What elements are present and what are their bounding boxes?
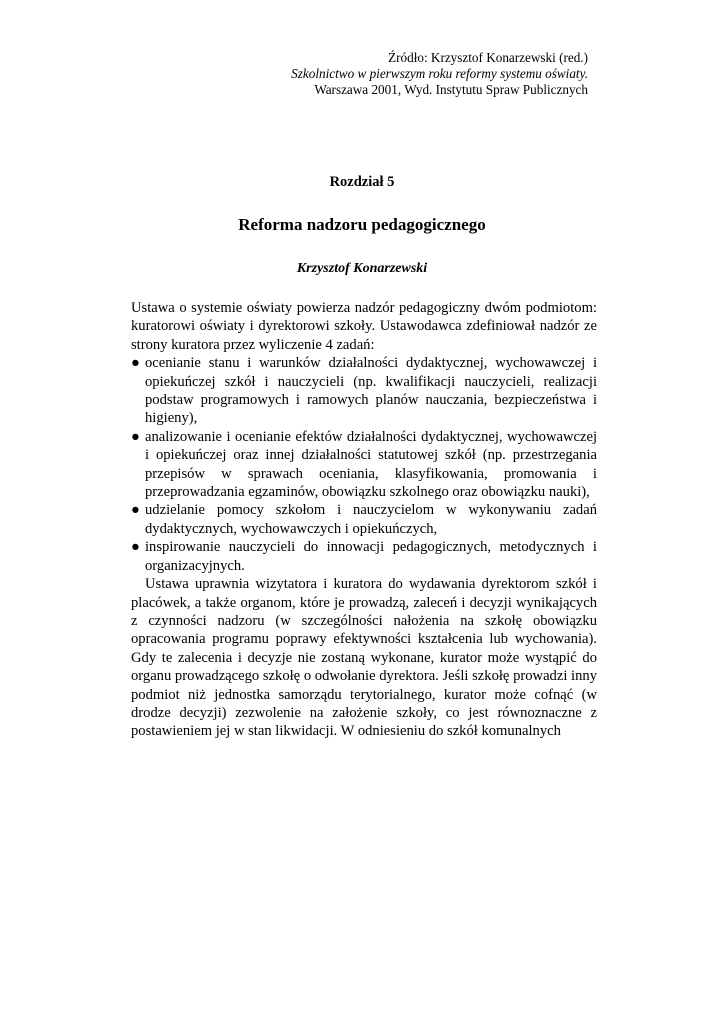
page-title: Reforma nadzoru pedagogicznego bbox=[238, 215, 486, 234]
intro-paragraph: Ustawa o systemie oświaty powierza nadzór pedagogiczny dwóm podmiotom: kuratorowi oświaty i dyrektorowi szkoły. Ustawodawca zdefiniował nadzór ze strony kuratora przez wyliczenie 4 zadań: bbox=[131, 300, 597, 353]
body-paragraph: Ustawa uprawnia wizytatora i kuratora do wydawania dyrektorom szkół i placówek, a także organom, które je prowadzą, zaleceń i decyzji wynikających z czynności nadzoru (w szczególności nałożenia na szkołę obowiązku opracowania programu poprawy efektywności kształcenia lub wychowania). Gdy te zalecenia i decyzje nie zostaną wykonane, kurator może wystąpić do organu prowadzącego szkołę o odwołanie dyrektora. Jeśli szkołę prowadzi inny podmiot niż jednostka samorządu terytorialnego, kurator może cofnąć (w drodze decyzji) zezwolenie na założenie szkoły, co jest równoznaczne z postawieniem jej w stan likwidacji. W odniesieniu do szkół komunalnych bbox=[131, 576, 597, 740]
body-text bbox=[131, 299, 597, 741]
list-item bbox=[131, 354, 597, 428]
chapter-heading: Rozdział 5 bbox=[329, 174, 395, 190]
bullet-icon: ● bbox=[131, 539, 140, 556]
bullet-icon: ● bbox=[131, 428, 140, 445]
source-line-publisher: Warszawa 2001, Wyd. Instytutu Spraw Publicznych bbox=[314, 82, 588, 97]
source-citation bbox=[291, 50, 588, 98]
bullet-icon: ● bbox=[131, 355, 140, 372]
author-name: Krzysztof Konarzewski bbox=[296, 261, 428, 276]
list-item bbox=[131, 428, 597, 502]
bullet-icon: ● bbox=[131, 502, 140, 519]
list-item-text: ocenianie stanu i warunków działalności dydaktycznej, wychowawczej i opiekuńczej szkół i nauczycieli (np. kwalifikacji nauczycieli, realizacji podstaw programowych i ramowych planów nauczania, bezpieczeństwa i higieny), bbox=[145, 355, 597, 427]
list-item bbox=[131, 501, 597, 538]
list-item-text: analizowanie i ocenianie efektów działalności dydaktycznej, wychowawczej i opiekuńczej oraz innej działalności statutowej szkół (np. przestrzegania przepisów w sprawach oceniania, klasyfikowania, promowania i przeprowadzania egzaminów, obowiązku szkolnego oraz obowiązku nauki), bbox=[145, 428, 597, 501]
task-list bbox=[131, 354, 597, 575]
list-item bbox=[131, 538, 597, 575]
list-item-text: inspirowanie nauczycieli do innowacji pedagogicznych, metodycznych i organizacyjnych. bbox=[145, 539, 597, 574]
source-line-author: Źródło: Krzysztof Konarzewski (red.) bbox=[388, 50, 588, 65]
list-item-text: udzielanie pomocy szkołom i nauczycielom w wykonywaniu zadań dydaktycznych, wychowawczych i opiekuńczych, bbox=[145, 502, 597, 537]
source-line-title: Szkolnictwo w pierwszym roku reformy systemu oświaty. bbox=[291, 66, 588, 81]
